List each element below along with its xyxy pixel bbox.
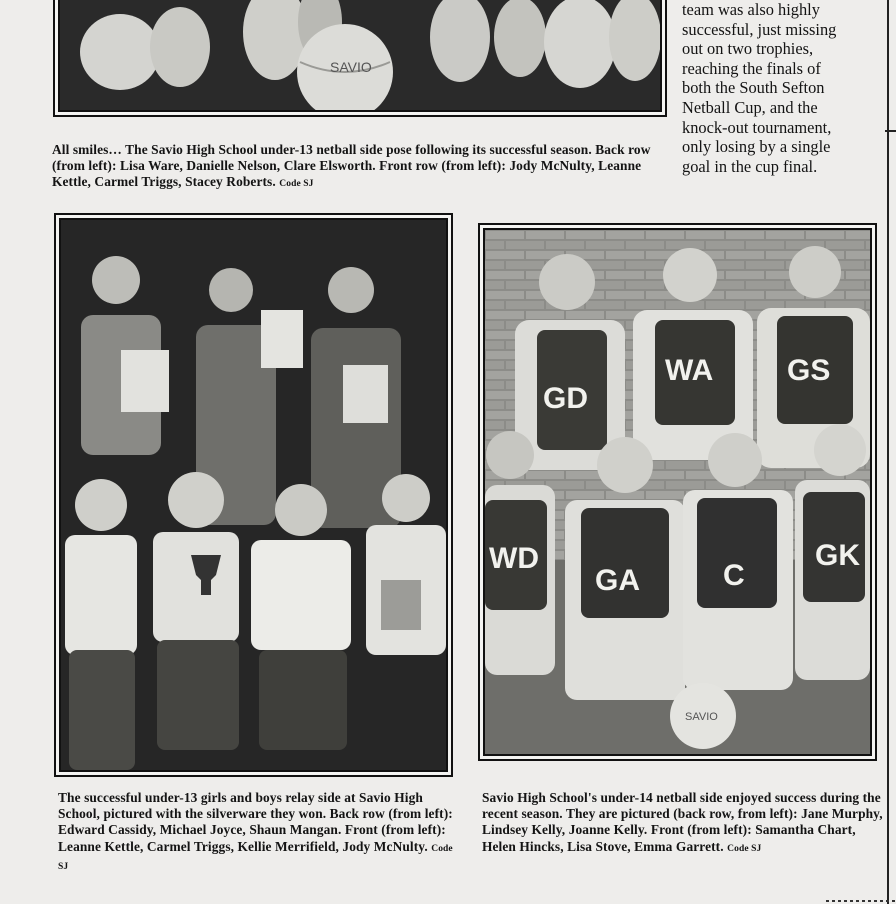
relay-caption-code: Code SJ: [58, 843, 453, 872]
article-line: only losing by a single: [682, 137, 831, 157]
article-line: team was also highly: [682, 0, 820, 19]
bib-gs: GS: [787, 354, 831, 387]
article-line: Netball Cup, and the: [682, 97, 818, 117]
under14-netball-photo: [483, 228, 872, 756]
article-line: knock-out tournament,: [682, 117, 832, 137]
article-line: successful, just missing: [682, 19, 837, 39]
top-caption-text: All smiles… The Savio High School under-13 netball side pose following its successful season. Back row (from left): Lisa Ware, Danielle Nelson, Clare Elsworth. Front row (from left): Jody McNulty, Leanne Kettle, Carmel Triggs, Stacey Roberts.: [52, 142, 651, 190]
ball-label: SAVIO: [330, 59, 372, 75]
relay-photo-scene: [61, 220, 446, 770]
top-photo-caption: [52, 142, 664, 193]
article-line: both the South Sefton: [682, 78, 825, 98]
relay-photo-caption: [58, 790, 458, 875]
column-rule-tick: [885, 130, 896, 132]
bib-c: C: [723, 559, 745, 592]
relay-team-photo: [59, 218, 448, 772]
ball-label: SAVIO: [685, 711, 718, 723]
top-netball-photo: [58, 0, 662, 112]
article-line: reaching the finals of: [682, 58, 821, 78]
top-caption-code: Code SJ: [279, 179, 314, 190]
bib-gd: GD: [543, 382, 588, 415]
under14-photo-caption: [482, 790, 884, 857]
bib-gk: GK: [815, 539, 860, 572]
under14-caption-code: Code SJ: [727, 843, 762, 854]
corner-dashed-rule: [826, 900, 896, 902]
column-rule: [887, 0, 889, 904]
top-photo-scene: [60, 0, 660, 110]
under14-caption-text: Savio High School's under-14 netball side enjoyed success during the recent season. They are pictured (back row, from left): Jane Murphy, Lindsey Kelly, Joanne Kelly. Front (from left): Samantha Chart, Helen Hincks, Lisa Stove, Emma Garrett.: [482, 790, 883, 854]
article-line: goal in the cup final.: [682, 156, 818, 176]
article-column-text: [682, 0, 878, 176]
bib-wd: WD: [489, 542, 539, 575]
bib-wa: WA: [665, 354, 714, 387]
relay-caption-text: The successful under-13 girls and boys relay side at Savio High School, pictured with the silverware they won. Back row (from left): Edward Cassidy, Michael Joyce, Shaun Mangan. Front (from left): Leanne Kettle, Carmel Triggs, Kellie Merrifield, Jody McNulty.: [58, 790, 453, 854]
under14-photo-scene: [485, 230, 870, 754]
article-line: out on two trophies,: [682, 39, 814, 59]
bib-ga: GA: [595, 564, 640, 597]
